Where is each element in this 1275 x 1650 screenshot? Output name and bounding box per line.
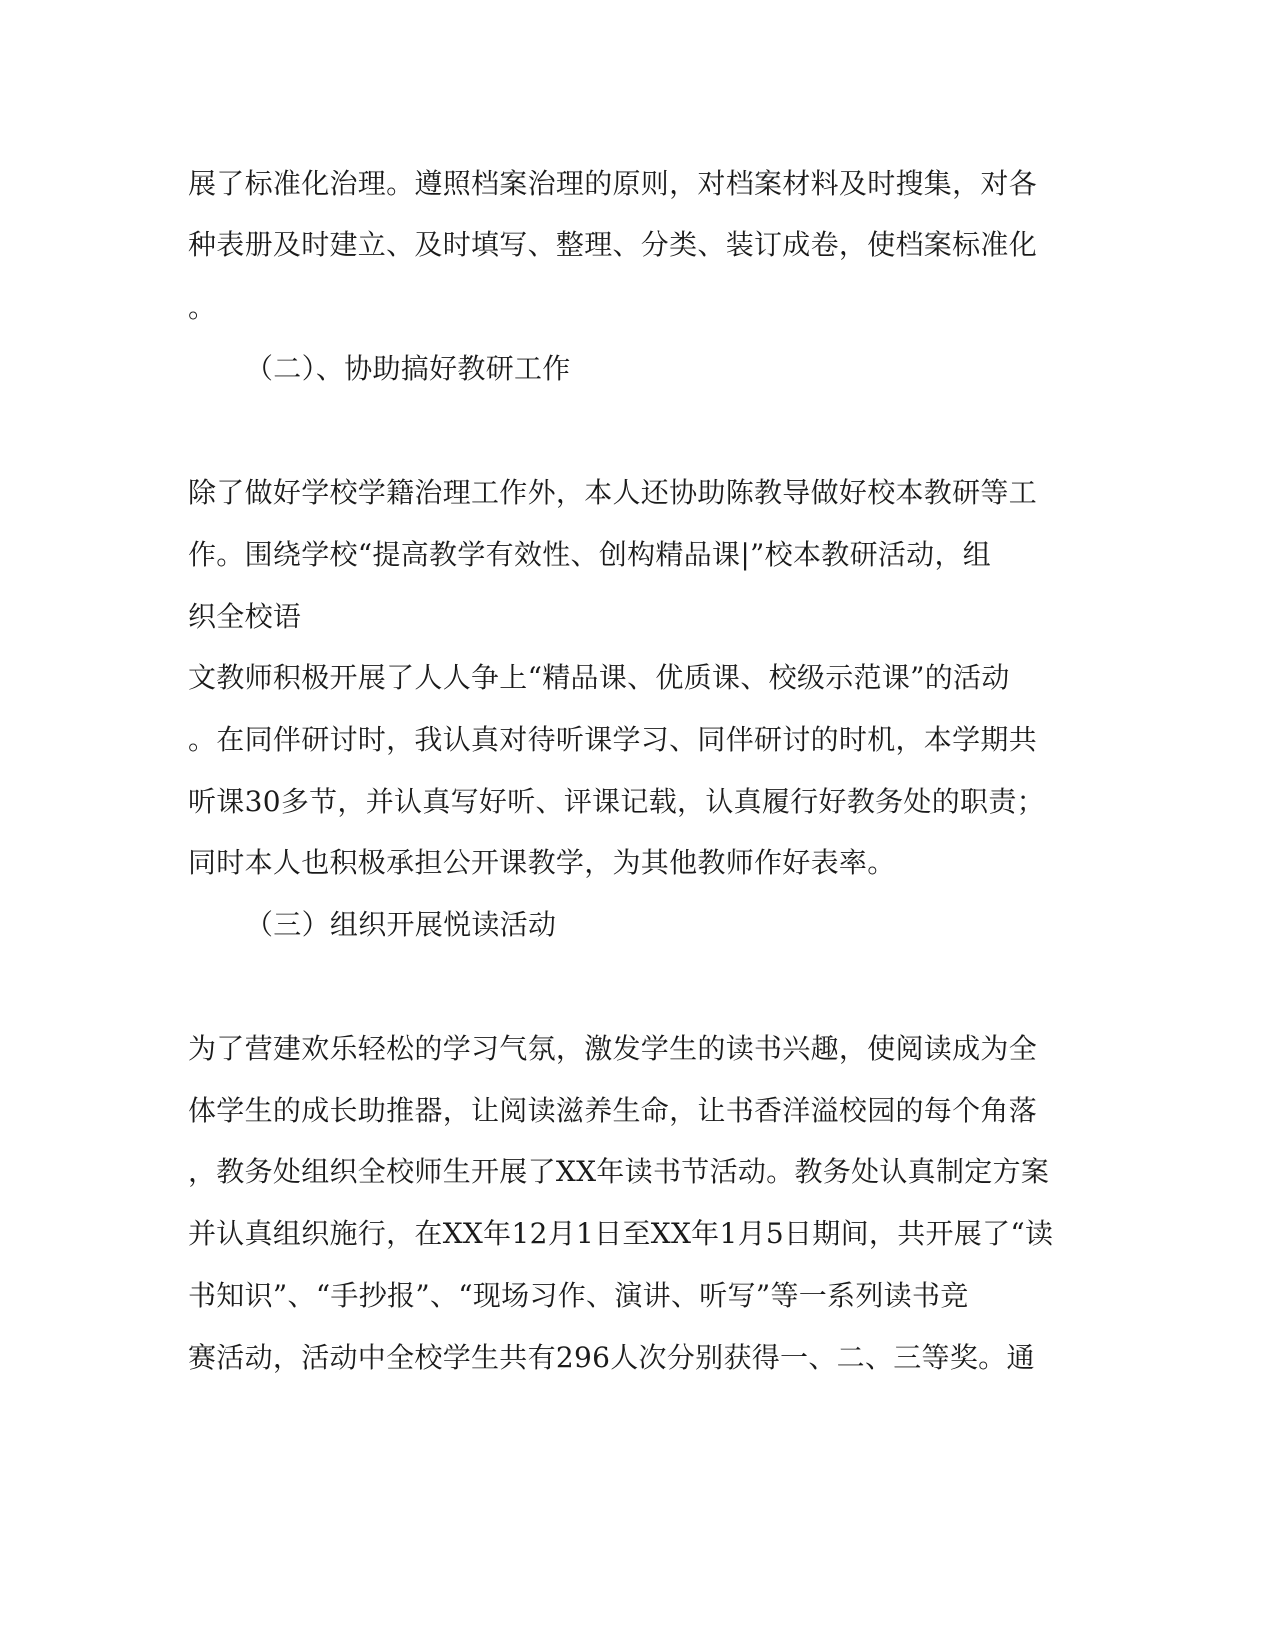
body-text-line: 书知识”、“手抄报”、“现场习作、演讲、听写”等一系列读书竞: [188, 1279, 969, 1312]
body-text-line: 文教师积极开展了人人争上“精品课、优质课、校级示范课”的活动: [188, 661, 1010, 694]
body-text-line: 除了做好学校学籍治理工作外，本人还协助陈教导做好校本教研等工: [188, 476, 1038, 509]
body-text-line: 为了营建欢乐轻松的学习气氛，激发学生的读书兴趣，使阅读成为全: [188, 1032, 1038, 1065]
body-text-line: 种表册及时建立、及时填写、整理、分类、装订成卷，使档案标准化: [188, 228, 1038, 261]
body-text-line: 体学生的成长助推器，让阅读滋养生命，让书香洋溢校园的每个角落: [188, 1094, 1038, 1127]
body-text-line: 。在同伴研讨时，我认真对待听课学习、同伴研讨的时机，本学期共: [188, 723, 1038, 756]
body-text-line: 并认真组织施行，在XX年12月1日至XX年1月5日期间，共开展了“读: [188, 1217, 1054, 1250]
body-text-line: 。: [188, 291, 217, 324]
body-text-line: ，教务处组织全校师生开展了XX年读书节活动。教务处认真制定方案: [188, 1155, 1050, 1188]
body-text-line: 同时本人也积极承担公开课教学，为其他教师作好表率。: [188, 846, 896, 879]
body-text-line: 织全校语: [188, 600, 302, 633]
body-text-line: 赛活动，活动中全校学生共有296人次分别获得一、二、三等奖。通: [188, 1341, 1035, 1374]
section-heading: （二）、协助搞好教研工作: [245, 352, 571, 385]
section-heading: （三）组织开展悦读活动: [245, 908, 557, 941]
body-text-line: 听课30多节，并认真写好听、评课记载，认真履行好教务处的职责；: [188, 785, 1045, 818]
body-text-line: 作。围绕学校“提高教学有效性、创构精品课|”校本教研活动，组: [188, 538, 992, 571]
body-text-line: 展了标准化治理。遵照档案治理的原则，对档案材料及时搜集，对各: [188, 167, 1038, 200]
